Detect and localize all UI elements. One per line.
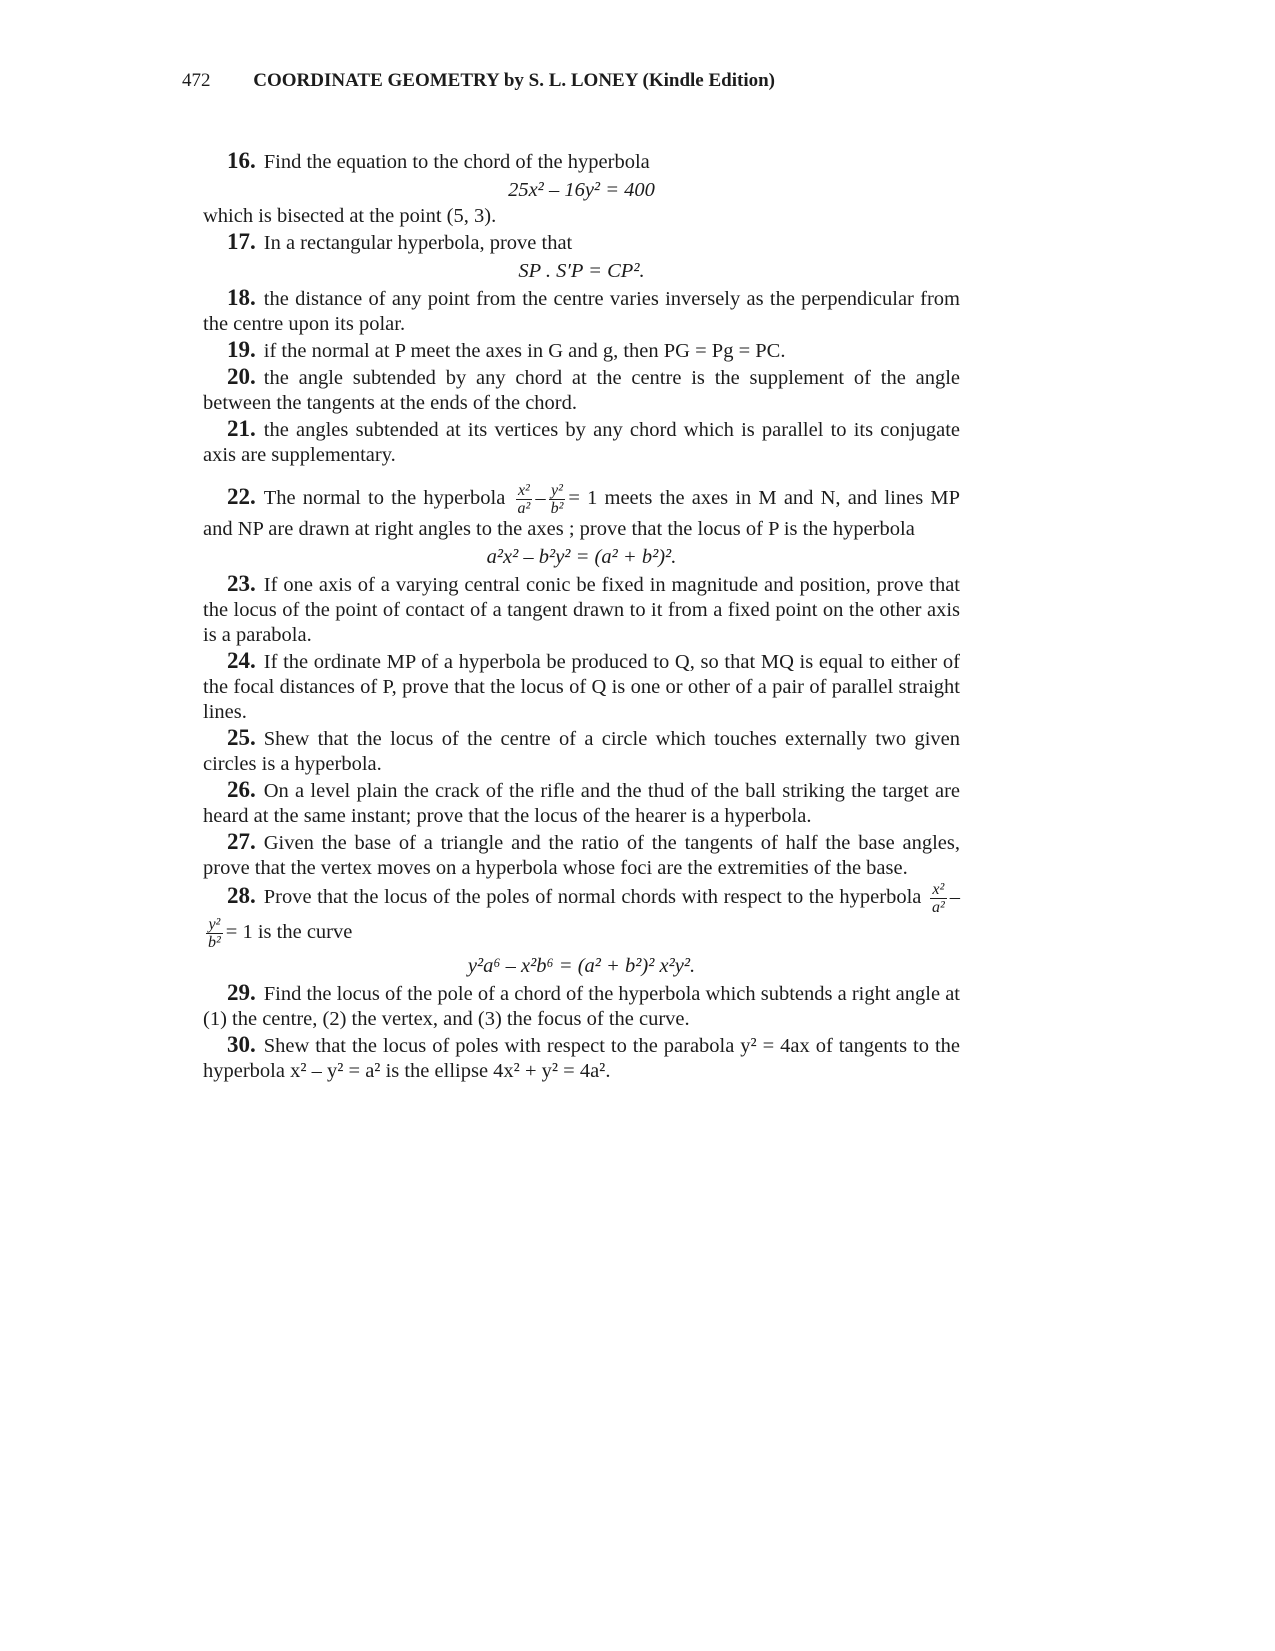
problem-number: 22. (227, 484, 256, 510)
numerator: x² (516, 482, 533, 500)
problem-19 (203, 337, 960, 364)
numerator: y² (549, 482, 566, 500)
problem-16 (203, 148, 960, 175)
problem-number: 24. (227, 648, 256, 673)
minus-sign: – (535, 487, 546, 510)
problem-list (203, 148, 960, 1084)
page-number: 472 (182, 70, 211, 91)
denominator: a² (931, 899, 945, 916)
problem-21 (203, 416, 960, 468)
problem-22 (203, 482, 960, 542)
problem-number: 19. (227, 337, 256, 362)
equation: y²a⁶ – x²b⁶ = (a² + b²)² x²y². (467, 955, 696, 977)
problem-text: If the ordinate MP of a hyperbola be produced to Q, so that MQ is equal to either of the focal distances of P, prove that the locus of Q is one or other of a pair of parallel straight lines. (203, 651, 960, 723)
book-title: COORDINATE GEOMETRY by S. L. LONEY (Kindle Edition) (253, 70, 775, 91)
fraction (549, 482, 566, 517)
minus-sign: – (949, 886, 960, 909)
problem-number: 16. (227, 148, 256, 173)
problem-26 (203, 777, 960, 829)
problem-number: 30. (227, 1032, 256, 1057)
problem-20 (203, 364, 960, 416)
problem-text: Given the base of a triangle and the ratio of the tangents of half the base angles, prove that the vertex moves on a hyperbola whose foci are the extremities of the base. (203, 832, 960, 879)
problem-text-tail: which is bisected at the point (5, 3). (203, 205, 497, 227)
problem-25 (203, 725, 960, 777)
problem-text: Find the locus of the pole of a chord of the hyperbola which subtends a right angle at (1) the centre, (2) the vertex, and (3) the focus of the curve. (203, 983, 960, 1030)
problem-number: 21. (227, 416, 256, 441)
problem-18 (203, 285, 960, 337)
problem-number: 23. (227, 571, 256, 596)
problem-text: if the normal at P meet the axes in G and g, then PG = Pg = PC. (263, 340, 786, 362)
equation: 25x² – 16y² = 400 (508, 179, 655, 201)
problem-number: 25. (227, 725, 256, 750)
problem-text: = 1 is the curve (225, 921, 353, 944)
problem-number: 28. (227, 883, 256, 909)
problem-text: In a rectangular hyperbola, prove that (263, 232, 573, 254)
problem-text: The normal to the hyperbola (263, 487, 506, 510)
problem-text: the angles subtended at its vertices by any chord which is parallel to its conjugate axis are supplementary. (203, 419, 960, 466)
numerator: y² (206, 916, 223, 934)
problem-text: If one axis of a varying central conic be fixed in magnitude and position, prove that the locus of the point of contact of a tangent drawn to it from a fixed point on the other axis is a parabola. (203, 574, 960, 646)
fraction (516, 482, 533, 517)
fraction (206, 916, 223, 951)
problem-text: the angle subtended by any chord at the centre is the supplement of the angle between the tangents at the ends of the chord. (203, 367, 960, 414)
denominator: a² (517, 500, 531, 517)
problem-text: = 1 meets the axes in M and N, and lines MP and NP are drawn at right angles to the axes ; prove that the locus of P is the hyperbola (203, 487, 960, 540)
denominator: b² (550, 500, 564, 517)
problem-30 (203, 1032, 960, 1084)
problem-number: 29. (227, 980, 256, 1005)
problem-number: 18. (227, 285, 256, 310)
problem-17 (203, 229, 960, 256)
problem-29 (203, 980, 960, 1032)
problem-text: Find the equation to the chord of the hyperbola (263, 151, 650, 173)
problem-text: Prove that the locus of the poles of normal chords with respect to the hyperbola (263, 886, 922, 909)
problem-number: 26. (227, 777, 256, 802)
problem-24 (203, 648, 960, 725)
problem-27 (203, 829, 960, 881)
equation: SP . S′P = CP². (518, 260, 645, 282)
problem-text: Shew that the locus of poles with respect to the parabola y² = 4ax of tangents to the hyperbola x² – y² = a² is the ellipse 4x² + y² = 4a². (203, 1035, 960, 1082)
problem-text: the distance of any point from the centre varies inversely as the perpendicular from the centre upon its polar. (203, 288, 960, 335)
problem-23 (203, 571, 960, 648)
fraction (930, 881, 947, 916)
problem-text: On a level plain the crack of the rifle and the thud of the ball striking the target are heard at the same instant; prove that the locus of the hearer is a hyperbola. (203, 780, 960, 827)
page-header (182, 70, 775, 92)
denominator: b² (208, 934, 221, 951)
problem-number: 20. (227, 364, 256, 389)
problem-text: Shew that the locus of the centre of a circle which touches externally two given circles is a hyperbola. (203, 728, 960, 775)
numerator: x² (930, 881, 947, 899)
problem-number: 27. (227, 829, 256, 854)
problem-number: 17. (227, 229, 256, 254)
equation: a²x² – b²y² = (a² + b²)². (486, 546, 677, 568)
problem-28 (203, 881, 960, 951)
